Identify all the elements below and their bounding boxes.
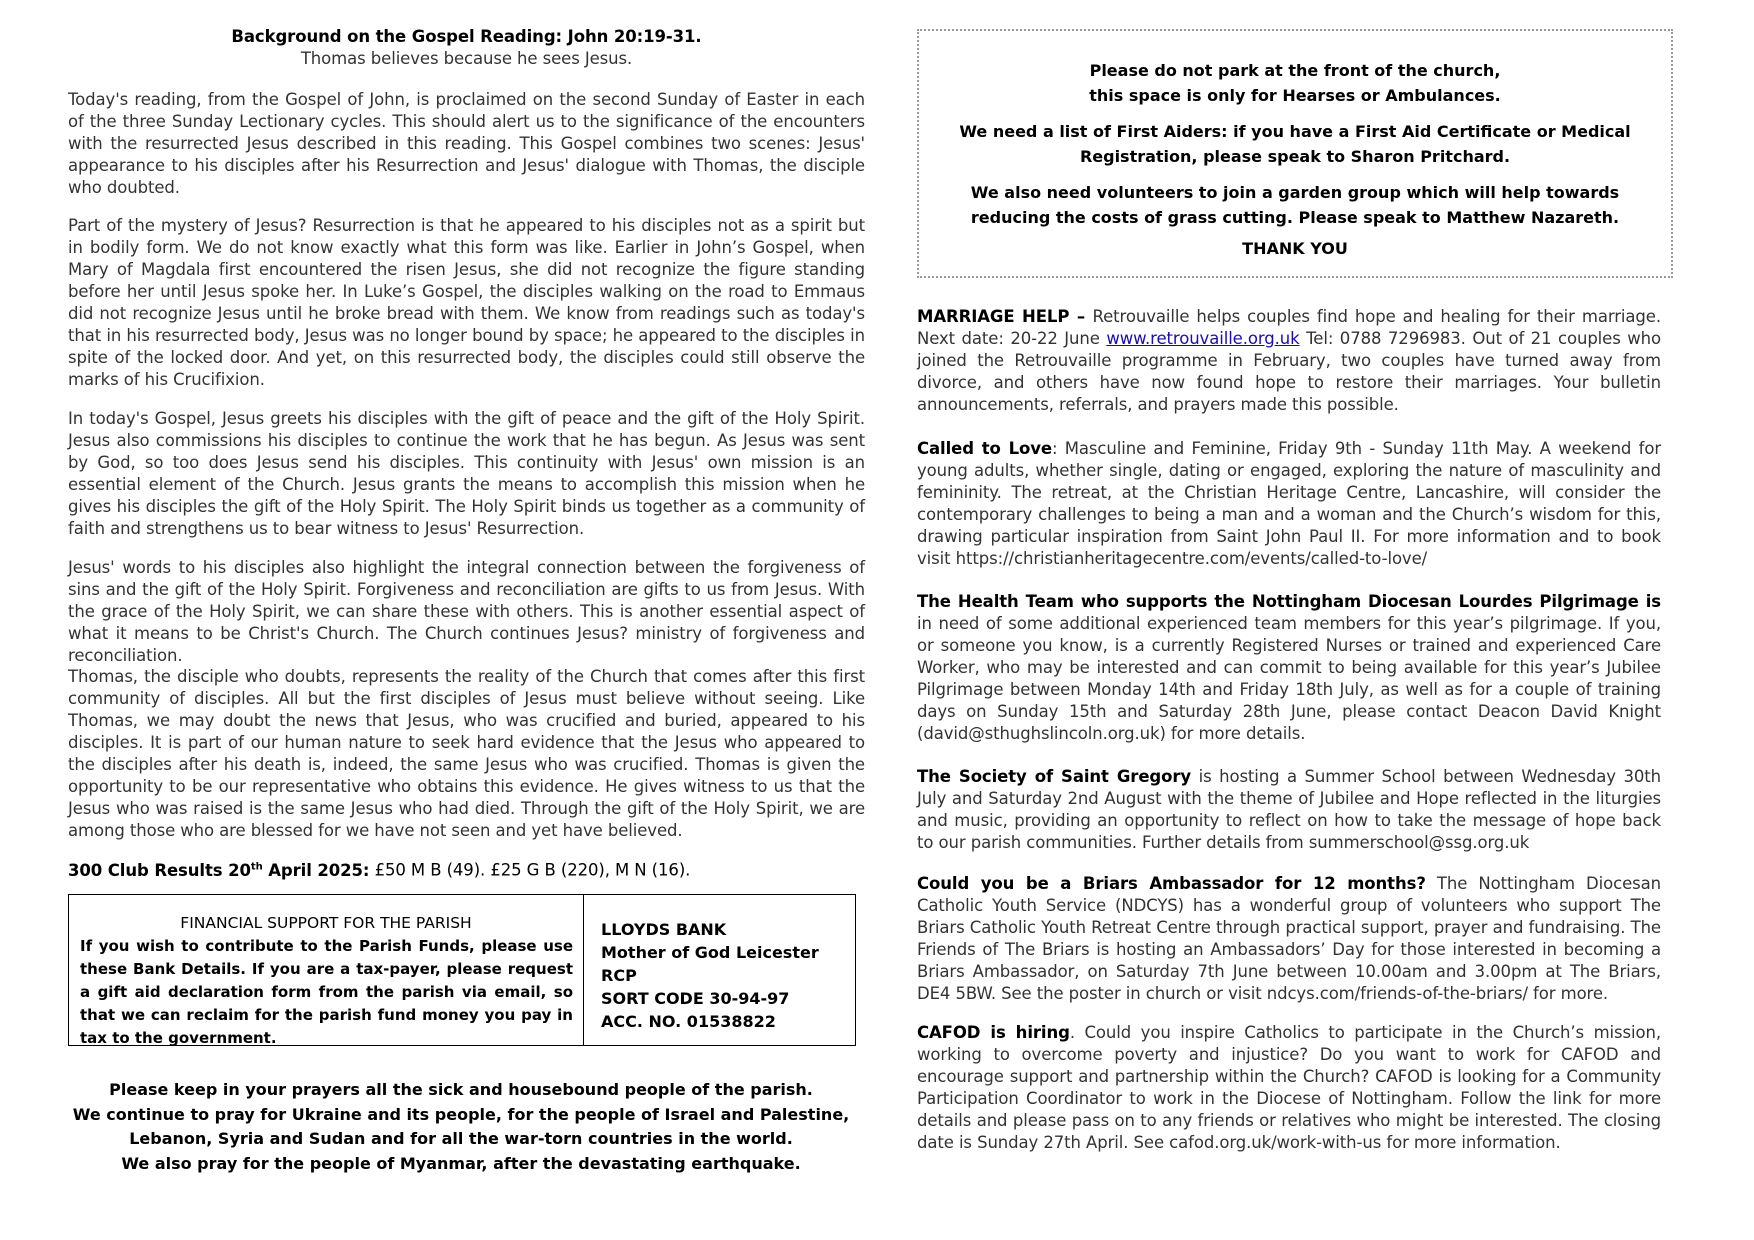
gospel-paragraph-3: In today's Gospel, Jesus greets his disciples with the gift of peace and the gift of the Holy Spirit. Jesus also commissions his disciples to continue the work that he has begun. As Jesus was sent by God, so too does Jesus send his disciples. This continuity with Jesus' own mission is an essential element of the Church. Jesus grants the means to accomplish this mission when he gives his disciples the gift of the Holy Spirit. The Holy Spirit binds us together as a community of faith and strengthens us to bear witness to Jesus' Resurrection. xyxy=(68,409,865,538)
bank-sort-code: SORT CODE 30-94-97 xyxy=(601,989,790,1008)
club-results xyxy=(68,856,865,882)
gospel-heading: Background on the Gospel Reading: John 20:19-31. xyxy=(231,27,702,46)
briars-ambassador: Could you be a Briars Ambassador for 12 months? The Nottingham Diocesan Catholic Youth Service (NDCYS) has a wonderful group of volunteers who support The Briars Catholic Youth Retreat Centre through practical support, prayer and fundraising. The Friends of The Briars is hosting an Ambassadors’ Day for those interested in becoming a Briars Ambassador, on Saturday 7th June between 10.00am and 3.00pm at The Briars, DE4 5BW. See the poster in church or visit ndcys.com/friends-of-the-briars/ for more. xyxy=(917,874,1661,1003)
bank-account-name: Mother of God Leicester RCP xyxy=(601,943,819,985)
health-team: The Health Team who supports the Nottingham Diocesan Lourdes Pilgrimage is in need of some additional experienced team members for this year’s pilgrimage. If you, or someone you know, is a currently Registered Nurses or trained and experienced Care Worker, who may be interested and can commit to being available for this year’s Jubilee Pilgrimage between Monday 14th and Friday 18th July, as well as for a couple of training days on Sunday 15th and Saturday 28th June, please contact Deacon David Knight (david@sthughslincoln.org.uk) for more details. xyxy=(917,592,1661,743)
bank-details-cell xyxy=(591,895,855,1045)
health-title: The Health Team who supports the Nottingham Diocesan Lourdes Pilgrimage is xyxy=(917,592,1661,611)
gospel-subheading: Thomas believes because he sees Jesus. xyxy=(300,49,633,68)
saint-gregory: The Society of Saint Gregory is hosting a Summer School between Wednesday 30th July and Saturday 2nd August with the theme of Jubilee and Hope reflected in the liturgies and music, providing an opportunity to reflect on how to take the message of hope back to our parish communities. Further details from summerschool@ssg.org.uk xyxy=(917,767,1662,852)
called-title: Called to Love xyxy=(917,439,1052,458)
prayer-line-1: Please keep in your prayers all the sick and housebound people of the parish. xyxy=(109,1080,813,1099)
marriage-title: MARRIAGE HELP xyxy=(917,307,1070,326)
called-to-love: Called to Love: Masculine and Feminine, Friday 9th - Sunday 11th May. A weekend for young adults, whether single, dating or engaged, exploring the nature of masculinity and femininity. The retreat, at the Christian Heritage Centre, Lancashire, will consider the contemporary challenges to being a man and a woman and the Church’s wisdom for this, drawing particular inspiration from Saint John Paul II. For more information and to book visit https://christianheritagecentre.com/events/called-to-love/ xyxy=(917,439,1661,568)
bank-account-number: ACC. NO. 01538822 xyxy=(601,1012,776,1031)
notice-box xyxy=(917,29,1673,278)
gospel-paragraph-1: Today's reading, from the Gospel of John, is proclaimed on the second Sunday of Easter in each of the three Sunday Lectionary cycles. This should alert us to the significance of the encounters with the resurrected Jesus described in this reading. This Gospel combines two scenes: Jesus' appearance to his disciples after his Resurrection and Jesus' dialogue with Thomas, the disciple who doubted. xyxy=(68,90,865,197)
finance-box xyxy=(68,894,856,1046)
prayer-line-4: We also pray for the people of Myanmar, after the devastating earthquake. xyxy=(121,1153,801,1173)
marriage-help: MARRIAGE HELP – Retrouvaille helps couples find hope and healing for their marriage. Next date: 20-22 June www.retrouvaille.org.uk Tel: 0788 7296983. Out of 21 couples who joined the Retrouvaille programme in February, two couples have turned away from divorce, and others have now found hope to restore their marriages. Your bulletin announcements, referrals, and prayers made this possible. xyxy=(917,307,1661,414)
gospel-paragraph-4: Jesus' words to his disciples also highlight the integral connection between the forgiveness of sins and the gift of the Holy Spirit. Forgiveness and reconciliation are gifts to us from Jesus. With the grace of the Holy Spirit, we can share these with others. This is another essential aspect of what it means to be Christ's Church. The Church continues Jesus? ministry of forgiveness and reconciliation. xyxy=(68,558,865,665)
retrouvaille-link[interactable]: www.retrouvaille.org.uk xyxy=(1106,329,1300,348)
briars-title: Could you be a Briars Ambassador for 12 months? xyxy=(917,874,1426,893)
gospel-paragraph-2: Part of the mystery of Jesus? Resurrection is that he appeared to his disciples not as a spirit but in bodily form. We do not know exactly what this form was like. Earlier in John’s Gospel, when Mary of Magdala first encountered the risen Jesus, she did not recognize the figure standing before her until Jesus spoke her. In Luke’s Gospel, the disciples walking on the road to Emmaus did not recognize Jesus until he broke bread with them. We know from readings such as today's that in his resurrected body, Jesus was no longer bound by space; he appeared to the disciples in spite of the locked door. And yet, on this resurrected body, the disciples could still observe the marks of his Crucifixion. xyxy=(68,216,865,389)
notice-first-aiders: We need a list of First Aiders: if you have a First Aid Certificate or Medical Registration, please speak to Sharon Pritchard. xyxy=(959,122,1631,166)
club-label: 300 Club Results 20th April 2025: xyxy=(68,860,370,880)
cafod-title: CAFOD is hiring xyxy=(917,1023,1070,1042)
prayers xyxy=(68,1078,854,1176)
prayer-line-3: Lebanon, Syria and Sudan and for all the war-torn countries in the world. xyxy=(129,1129,793,1148)
gregory-title: The Society of Saint Gregory xyxy=(917,767,1192,786)
finance-info-cell xyxy=(69,895,584,1045)
prayer-line-2: We continue to pray for Ukraine and its people, for the people of Israel and Palestine, xyxy=(72,1104,850,1124)
finance-title: FINANCIAL SUPPORT FOR THE PARISH xyxy=(180,914,472,932)
club-values: £50 M B (49). £25 G B (220), M N (16). xyxy=(369,860,691,880)
gospel-paragraph-5: Thomas, the disciple who doubts, represents the reality of the Church that comes after this first community of disciples. All but the first disciples of Jesus must believe without seeing. Like Thomas, we may doubt the news that Jesus, who was crucified and buried, appeared to his disciples. It is part of our human nature to seek hard evidence that the Jesus who appeared to the disciples after his death is, indeed, the same Jesus who was crucified. Thomas is given the opportunity to be our representative who obtains this evidence. He gives witness to us that the Jesus who was raised is the same Jesus who had died. Through the gift of the Holy Spirit, we are among those who are blessed for we have not seen and yet have believed. xyxy=(68,667,865,840)
notice-line-2: this space is only for Hearses or Ambulances. xyxy=(1089,86,1501,105)
notice-line-1: Please do not park at the front of the church, xyxy=(1089,61,1501,80)
notice-thank-you: THANK YOU xyxy=(1242,239,1348,258)
bank-name: LLOYDS BANK xyxy=(601,920,727,939)
notice-garden-group: We also need volunteers to join a garden group which will help towards reducing the costs of grass cutting. Please speak to Matthew Nazareth. xyxy=(970,183,1620,227)
cafod-hiring: CAFOD is hiring. Could you inspire Catholics to participate in the Church’s mission, working to overcome poverty and injustice? Do you want to work for CAFOD and encourage support and partnership within the Church? CAFOD is looking for a Community Participation Coordinator to work in the Diocese of Nottingham. Follow the link for more details and please pass on to any friends or relatives who might be interested. The closing date is Sunday 27th April. See cafod.org.uk/work-with-us for more information. xyxy=(917,1023,1661,1152)
finance-body: If you wish to contribute to the Parish Funds, please use these Bank Details. If you are a tax-payer, please request a gift aid declaration form from the parish via email, so that we can reclaim for the parish fund money you pay in tax to the government. xyxy=(80,937,573,1047)
